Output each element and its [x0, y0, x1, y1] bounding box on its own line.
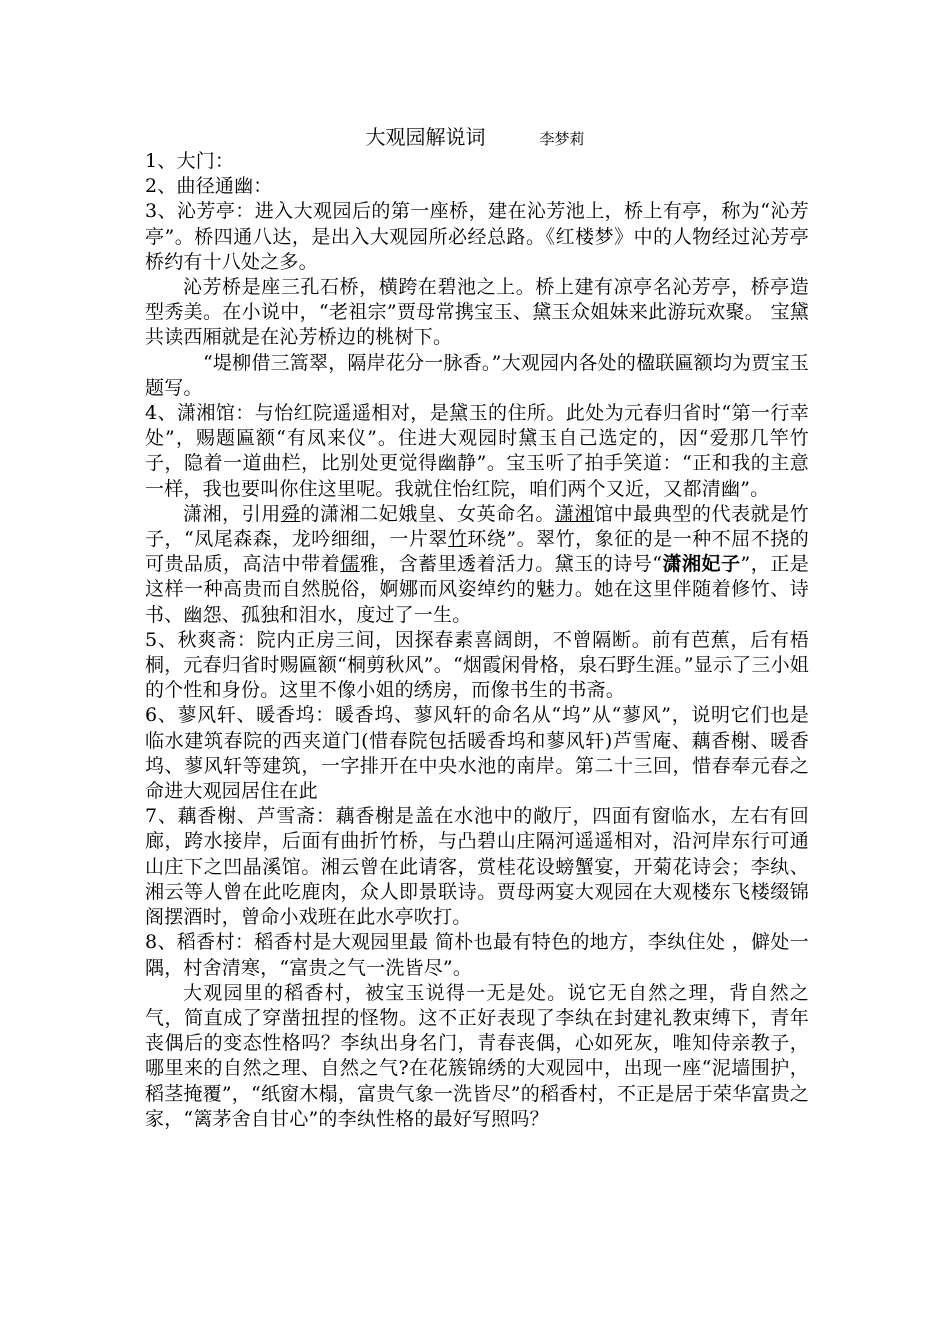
underlined-text: 舜 — [280, 502, 301, 525]
underlined-text: 儒 — [340, 553, 360, 576]
bold-text: 潇湘妃子 — [662, 553, 741, 576]
text-run: 潇湘，引用 — [183, 502, 281, 525]
text-run: 的潇湘二妃娥皇、女英命名。 — [300, 502, 555, 525]
paragraph-qiushuang-studio: 5、秋爽斋：院内正房三间，因探春素喜阔朗，不曾隔断。前有芭蕉，后有梧桐，元春归省时赐匾额“桐剪秋风”。“烟霞闲骨格，泉石野生涯。”显示了三小姐的个性和身份。这里不像小姐的绣房，而像书生的书斋。 — [145, 628, 809, 702]
paragraph-ouxiang-pavilion: 7、藕香榭、芦雪斋：藕香榭是盖在水池中的敞厅，四面有窗临水，左右有回廊，跨水接岸，后面有曲折竹桥，与凸碧山庄隔河遥遥相对，沿河岸东行可通山庄下之凹晶溪馆。湘云曾在此请客，赏桂花设螃蟹宴，开菊花诗会；李纨、湘云等人曾在此吃鹿肉，众人即景联诗。贾母两宴大观园在大观楼东飞楼缀锦阁摆酒时，曾命小戏班在此水亭吹打。 — [145, 805, 809, 929]
paragraph-liaofeng-pavilion: 6、蓼风轩、暖香坞：暖香坞、蓼风轩的命名从“坞”从“蓼风”，说明它们也是临水建筑春院的西夹道门(惜春院包括暖香坞和蓼风轩)芦雪庵、藕香榭、暖香坞、蓼风轩等建筑，一字排开在中央水池的南岸。第二十三回，惜春奉元春之命进大观园居住在此 — [145, 704, 809, 803]
underlined-text: 潇湘 — [554, 502, 595, 525]
section-heading-winding-path: 2、曲径通幽： — [145, 175, 273, 198]
document-title: 大观园解说词 — [365, 125, 486, 149]
text-run: ”，正是这样一种高贵而自然脱俗，婀娜而风姿绰约的魅力。她在这里伴随着修竹、诗书、幽怨、孤独和泪水，度过了一生。 — [145, 553, 809, 626]
paragraph-daoxiang-commentary: 大观园里的稻香村，被宝玉说得一无是处。说它无自然之理，背自然之气，简直成了穿凿扭捏的怪物。这不正好表现了李纨在封建礼教束缚下，青年丧偶后的变态性格吗？李纨出身名门，青春丧偶，心如死灰，唯知侍亲教子，哪里来的自然之理、自然之气?在花簇锦绣的大观园中，出现一座“泥墙围护，稻茎掩覆”，“纸窗木榻，富贵气象一洗皆尽”的稻香村，不正是居于荣华富贵之家，“篱茅舍自甘心”的李纨性格的最好写照吗？ — [145, 981, 809, 1130]
paragraph-qinfang-pavilion: 3、沁芳亭：进入大观园后的第一座桥，建在沁芳池上，桥上有亭，称为“沁芳亭”。桥四通八达，是出入大观园所必经总路。《红楼梦》中的人物经过沁芳亭桥约有十八处之多。 — [145, 200, 809, 273]
paragraph-qinfang-bridge: 沁芳桥是座三孔石桥，横跨在碧池之上。桥上建有凉亭名沁芳亭，桥亭造型秀美。在小说中，“老祖宗”贾母常携宝玉、黛玉众姐妹来此游玩欢聚。 宝黛共读西厢就是在沁芳桥边的桃树下。 — [145, 276, 809, 349]
document-body — [145, 149, 809, 1132]
paragraph-daoxiang-village: 8、稻香村：稻香村是大观园里最 简朴也最有特色的地方，李纨住处 ，僻处一隅，村舍清寒，“富贵之气一洗皆尽”。 — [145, 931, 809, 979]
document-author: 李梦莉 — [539, 130, 585, 148]
paragraph-xiaoxiang-bamboo — [145, 502, 809, 628]
underlined-text: 竹 — [447, 528, 468, 551]
paragraph-couplet: “堤柳借三篙翠，隔岸花分一脉香。”大观园内各处的楹联匾额均为贾宝玉题写。 — [145, 351, 809, 399]
text-run: 馆中最典型的代表就是竹子，“凤尾森森，龙吟细细，一片翠 — [145, 502, 809, 551]
text-run: 环绕”。翠竹，象征的是一种不屈不挠的可贵品质，高洁中带着 — [145, 528, 809, 576]
paragraph-xiaoxiang-lodge: 4、潇湘馆：与怡红院遥遥相对，是黛玉的住所。此处为元春归省时“第一行幸处”，赐题匾额“有凤来仪”。住进大观园时黛玉自己选定的，因“爱那几竿竹子，隐着一道曲栏，比别处更觉得幽静”。宝玉听了拍手笑道：“正和我的主意一样，我也要叫你住这里呢。我就住怡红院，咱们两个又近，又都清幽”。 — [145, 402, 809, 500]
text-run: 雅，含蓄里透着活力。黛玉的诗号“ — [359, 553, 663, 576]
section-heading-gate: 1、大门： — [145, 150, 235, 172]
